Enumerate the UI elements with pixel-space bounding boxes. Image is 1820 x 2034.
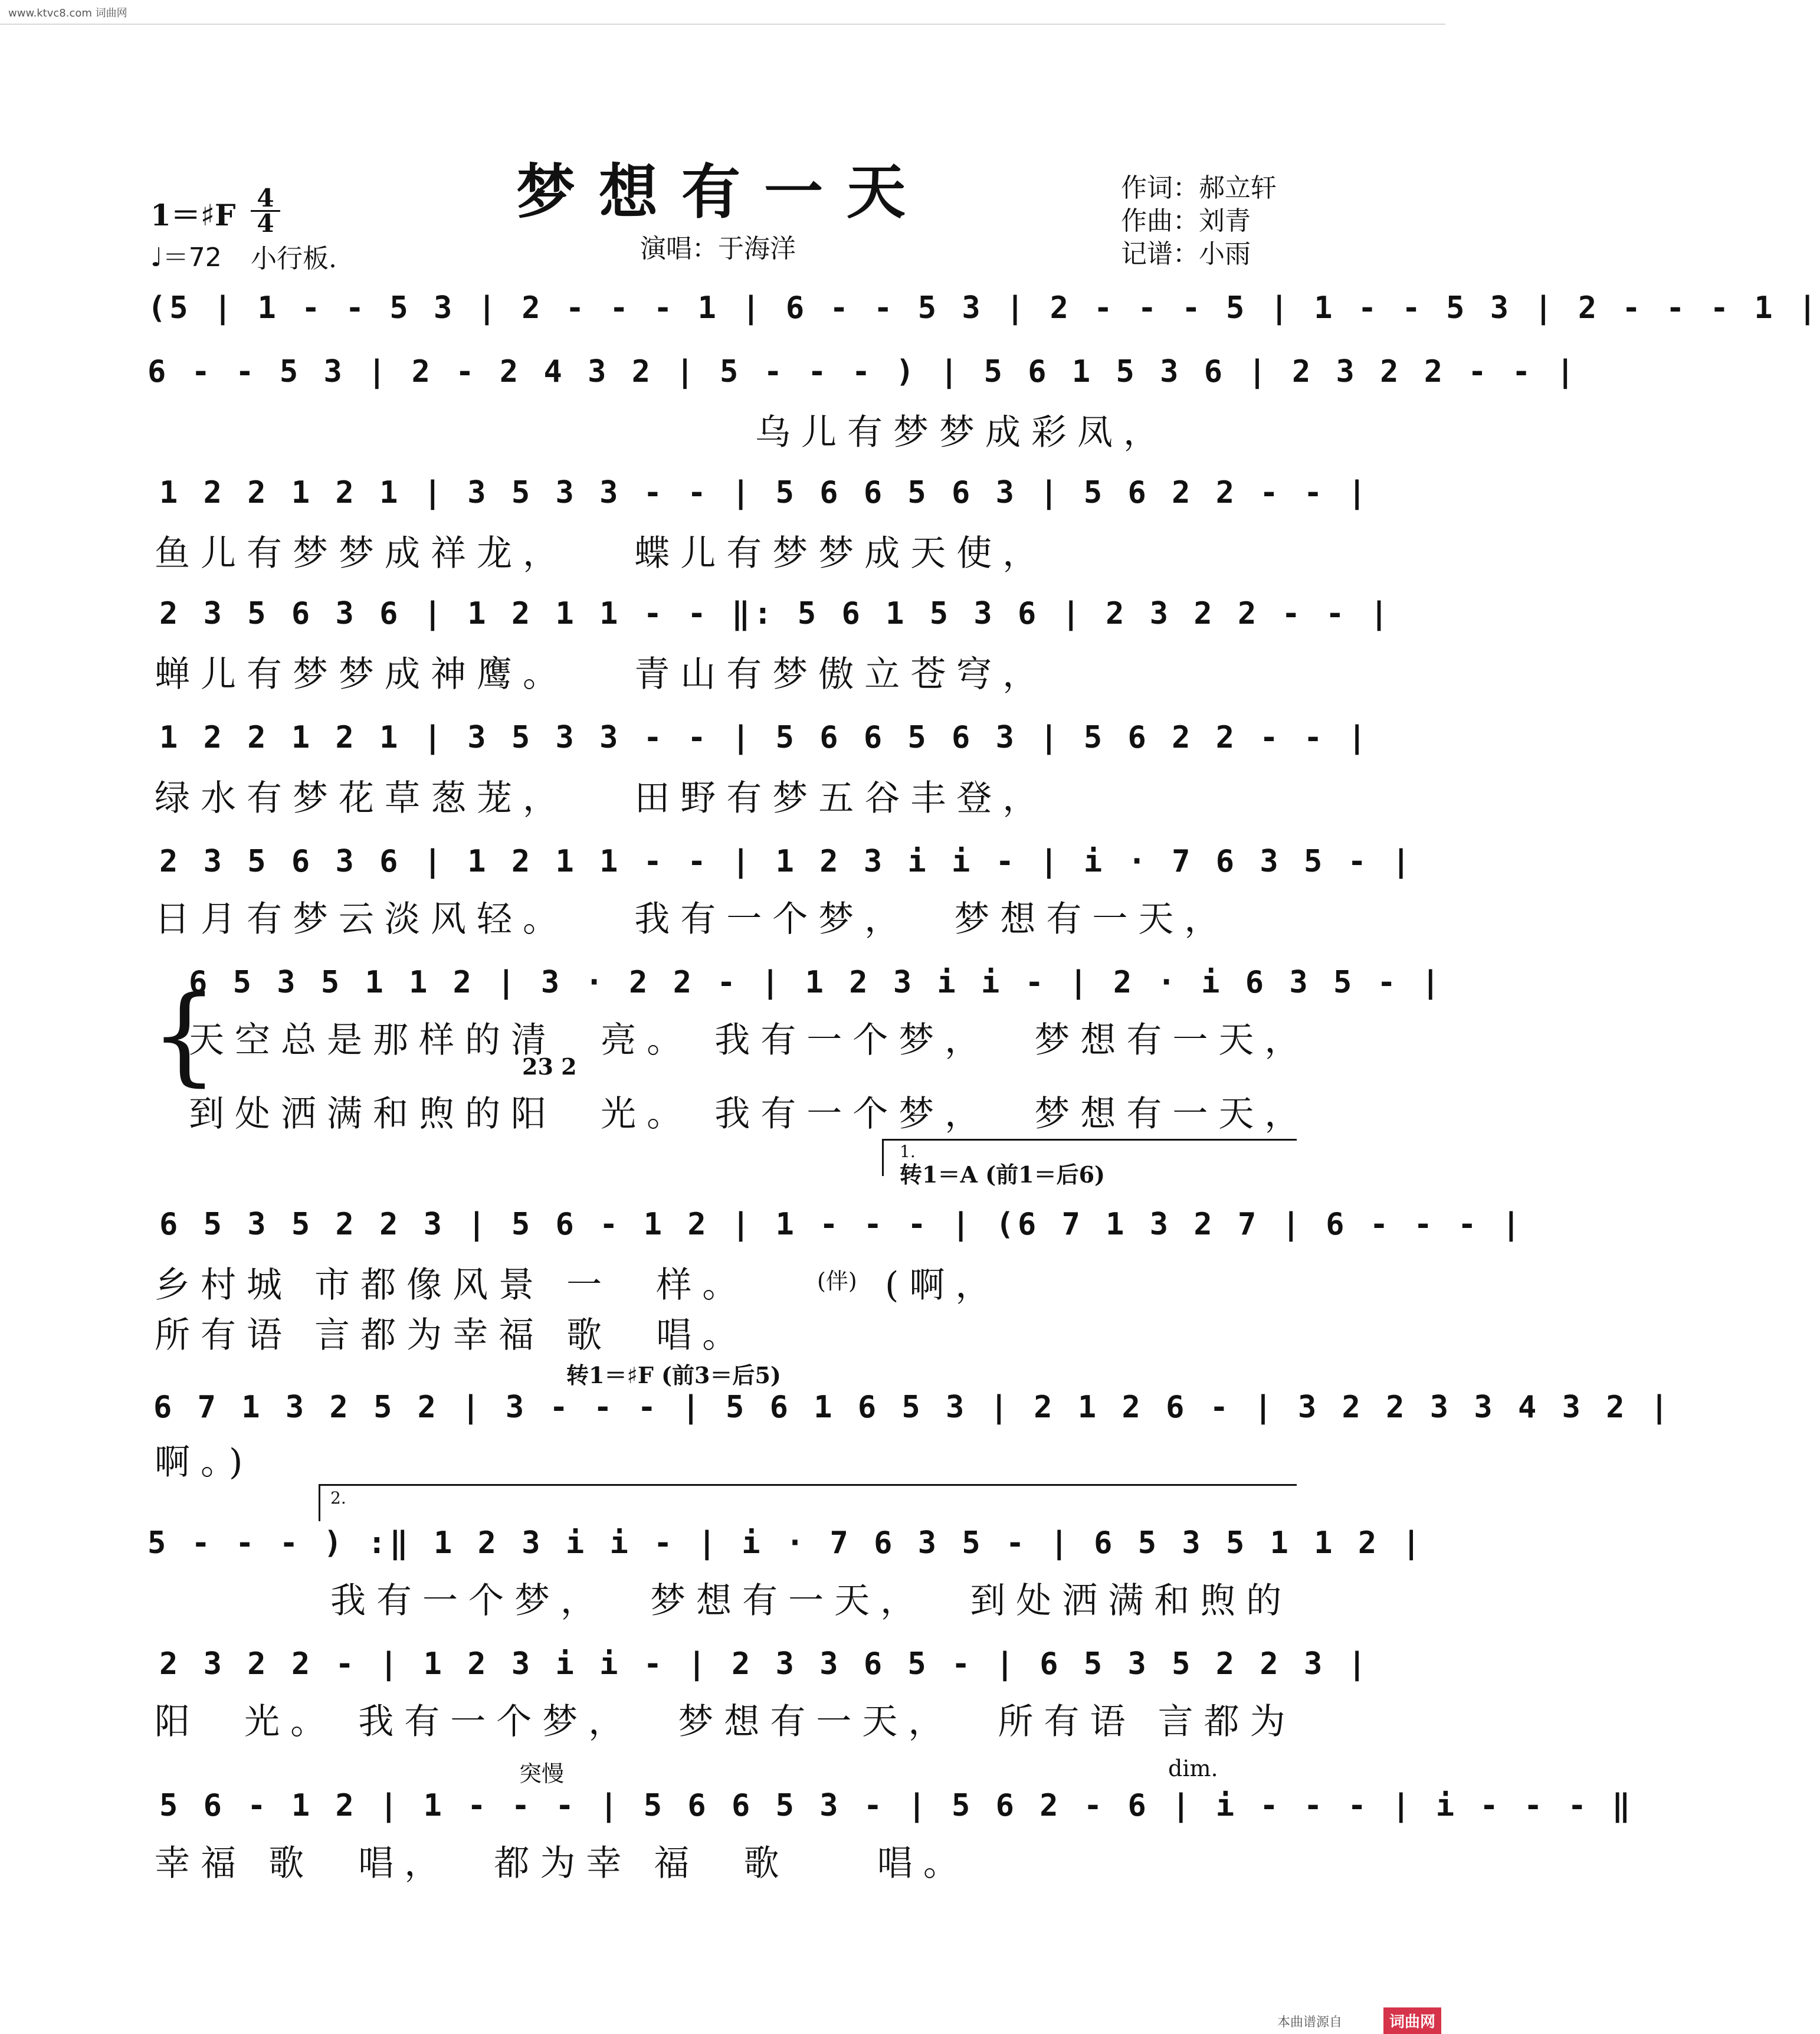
system-12-lyrics: 幸福 歌 唱， 都为幸 福 歌 唱。 — [155, 1843, 969, 1884]
time-signature — [251, 184, 280, 238]
system-6-notes: 2 3 5 6 3 6 | 1 2 1 1 - - | 1 2 3 i i - | i · 7 6 3 5 - | — [159, 844, 1414, 879]
system-11-lyrics: 阳 光。 我有一个梦， 梦想有一天， 所有语 言都为 — [155, 1701, 1296, 1743]
system-11-notes: 2 3 2 2 - | 1 2 3 i i - | 2 3 3 6 5 - | 6 5 3 5 2 2 3 | — [159, 1646, 1370, 1682]
system-5-notes: 1 2 2 1 2 1 | 3 5 3 3 - - | 5 6 6 5 6 3 | 5 6 2 2 - - | — [159, 720, 1370, 755]
composer-credit: 作曲：刘青 — [1121, 206, 1251, 236]
system-10-notes: 5 - - - ) :‖ 1 2 3 i i - | i · 7 6 3 5 - | 6 5 3 5 1 1 2 | — [147, 1525, 1424, 1561]
singer-credit: 演唱：于海洋 — [640, 234, 796, 264]
system-8-lyrics-verse1: 乡村城 市都像风景 一 样。 — [155, 1265, 749, 1306]
time-signature-bottom: 4 — [251, 210, 280, 235]
system-4-notes: 2 3 5 6 3 6 | 1 2 1 1 - - ‖: 5 6 1 5 3 6 | 2 3 2 2 - - | — [159, 596, 1392, 631]
system-7-notes: 6 5 3 5 1 1 2 | 3 · 2 2 - | 1 2 3 i i - | 2 · i 6 3 5 - | — [189, 965, 1444, 1000]
tempo-mark: ♩＝72 — [150, 243, 222, 273]
system-9-notes: 6 7 1 3 2 5 2 | 3 - - - | 5 6 1 6 5 3 | 2 1 2 6 - | 3 2 2 3 3 4 3 2 | — [153, 1390, 1673, 1425]
system-2-lyrics: 乌儿有梦梦成彩凤， — [755, 412, 1169, 453]
verse-brace: { — [150, 974, 218, 1097]
footer-logo: 词曲网 — [1383, 2007, 1441, 2034]
volta-2-label: 2. — [330, 1488, 346, 1508]
volta-2-bracket — [319, 1484, 1297, 1521]
system-9-lyrics: 啊。) — [155, 1442, 254, 1483]
grace-notes: 23 2 — [522, 1053, 577, 1080]
system-7-lyrics-verse2: 到处洒满和煦的阳 光。 我有一个梦， 梦想有一天， — [189, 1093, 1311, 1135]
modulation-a: 转1＝A (前1＝后6) — [900, 1161, 1105, 1188]
system-6-lyrics: 日月有梦云淡风轻。 我有一个梦， 梦想有一天， — [155, 899, 1231, 940]
system-7-lyrics-verse1: 天空总是那样的清 亮。 我有一个梦， 梦想有一天， — [189, 1020, 1311, 1061]
ah-lyric: (啊， — [885, 1265, 1002, 1306]
system-2-notes: 6 - - 5 3 | 2 - 2 4 3 2 | 5 - - - ) | 5 6 1 5 3 6 | 2 3 2 2 - - | — [147, 354, 1578, 389]
diminuendo-mark: dim. — [1168, 1755, 1218, 1781]
accompaniment-mark: (伴) — [817, 1268, 857, 1294]
lyricist-credit: 作词：郝立轩 — [1121, 173, 1277, 203]
modulation-f-sharp: 转1＝♯F (前3＝后5) — [566, 1362, 781, 1388]
sudden-slow-mark: 突慢 — [519, 1761, 565, 1787]
system-12-notes: 5 6 - 1 2 | 1 - - - | 5 6 6 5 3 - | 5 6 2 - 6 | i - - - | i - - - ‖ — [159, 1788, 1634, 1823]
tempo-text: 小行板. — [251, 244, 337, 274]
song-title: 梦想有一天 — [516, 157, 929, 227]
site-url: www.ktvc8.com 词曲网 — [8, 7, 127, 19]
system-10-lyrics: 我有一个梦， 梦想有一天， 到处洒满和煦的 — [330, 1580, 1293, 1622]
system-8-lyrics-verse2: 所有语 言都为幸福 歌 唱。 — [155, 1315, 749, 1356]
system-8-notes: 6 5 3 5 2 2 3 | 5 6 - 1 2 | 1 - - - | (6 7 1 3 2 7 | 6 - - - | — [159, 1207, 1524, 1242]
system-3-lyrics: 鱼儿有梦梦成祥龙， 蝶儿有梦梦成天使， — [155, 533, 1049, 574]
system-3-notes: 1 2 2 1 2 1 | 3 5 3 3 - - | 5 6 6 5 6 3 | 5 6 2 2 - - | — [159, 475, 1370, 510]
time-signature-top: 4 — [257, 184, 274, 212]
transcriber-credit: 记谱：小雨 — [1121, 239, 1251, 269]
site-header — [0, 0, 1445, 25]
system-1-notes: (5 | 1 - - 5 3 | 2 - - - 1 | 6 - - 5 3 | 2 - - - 5 | 1 - - 5 3 | 2 - - - 1 | — [147, 290, 1820, 326]
footer-source: 本曲谱源自 — [1277, 2015, 1343, 2030]
system-5-lyrics: 绿水有梦花草葱茏， 田野有梦五谷丰登， — [155, 778, 1049, 819]
key-signature: 1＝♯F — [150, 198, 236, 232]
volta-1-label: 1. — [900, 1142, 916, 1161]
system-4-lyrics: 蝉儿有梦梦成神鹰。 青山有梦傲立苍穹， — [155, 654, 1049, 695]
